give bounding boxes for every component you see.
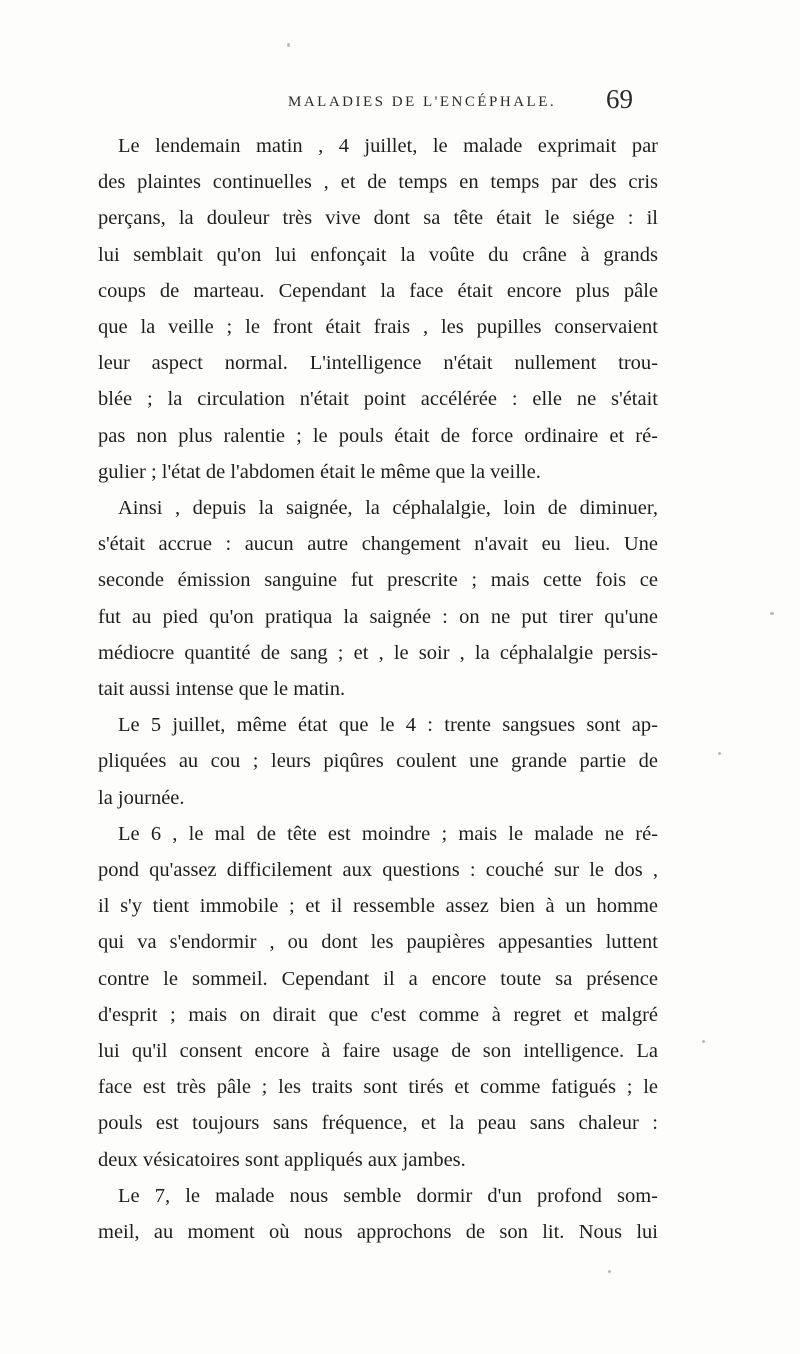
text-line: qui va s'endormir , ou dont les paupières appesanties luttent bbox=[98, 931, 658, 954]
text-line: pond qu'assez difficilement aux questions : couché sur le dos , bbox=[98, 859, 658, 882]
text-line: tait aussi intense que le matin. bbox=[98, 678, 346, 701]
text-line: que la veille ; le front était frais , les pupilles conservaient bbox=[98, 316, 658, 339]
text-line: meil, au moment où nous approchons de son lit. Nous lui bbox=[98, 1221, 658, 1244]
text-line: pas non plus ralentie ; le pouls était de force ordinaire et ré- bbox=[98, 424, 658, 447]
text-line: lui semblait qu'on lui enfonçait la voûte du crâne à grands bbox=[98, 243, 658, 266]
text-line: Le 6 , le mal de tête est moindre ; mais le malade ne ré- bbox=[118, 822, 658, 845]
text-line: s'était accrue : aucun autre changement n'avait eu lieu. Une bbox=[98, 533, 658, 556]
paper-speck bbox=[287, 43, 290, 47]
paper-speck bbox=[702, 1040, 705, 1043]
text-line: Le 7, le malade nous semble dormir d'un profond som- bbox=[118, 1184, 658, 1207]
text-line: lui qu'il consent encore à faire usage de son intelligence. La bbox=[98, 1040, 658, 1063]
text-line: des plaintes continuelles , et de temps en temps par des cris bbox=[98, 171, 658, 194]
text-line: fut au pied qu'on pratiqua la saignée : on ne put tirer qu'une bbox=[98, 605, 658, 628]
text-line: la journée. bbox=[98, 786, 185, 809]
page-header bbox=[0, 84, 800, 124]
text-line: perçans, la douleur très vive dont sa tête était le siége : il bbox=[98, 207, 658, 230]
text-line: seconde émission sanguine fut prescrite ; mais cette fois ce bbox=[98, 569, 658, 592]
text-line: pliquées au cou ; leurs piqûres coulent une grande partie de bbox=[98, 750, 658, 773]
text-line: Le 5 juillet, même état que le 4 : trente sangsues sont ap- bbox=[118, 714, 658, 737]
text-line: pouls est toujours sans fréquence, et la peau sans chaleur : bbox=[98, 1112, 658, 1135]
paper-speck bbox=[608, 1270, 611, 1273]
text-line: deux vésicatoires sont appliqués aux jambes. bbox=[98, 1148, 466, 1171]
text-line: Le lendemain matin , 4 juillet, le malade exprimait par bbox=[118, 135, 658, 157]
body-text bbox=[98, 128, 658, 1250]
text-line: médiocre quantité de sang ; et , le soir , la céphalalgie persis- bbox=[98, 641, 658, 664]
running-head: MALADIES DE L'ENCÉPHALE. bbox=[288, 94, 557, 110]
page-number: 69 bbox=[606, 84, 633, 114]
text-line: face est très pâle ; les traits sont tirés et comme fatigués ; le bbox=[98, 1076, 658, 1099]
text-line: Ainsi , depuis la saignée, la céphalalgie, loin de diminuer, bbox=[118, 497, 658, 520]
text-line: gulier ; l'état de l'abdomen était le même que la veille. bbox=[98, 460, 541, 483]
text-line: blée ; la circulation n'était point accélérée : elle ne s'était bbox=[98, 388, 658, 411]
paper-speck bbox=[718, 752, 721, 755]
text-line: d'esprit ; mais on dirait que c'est comme à regret et malgré bbox=[98, 1003, 658, 1026]
text-line: contre le sommeil. Cependant il a encore toute sa présence bbox=[98, 967, 658, 990]
text-line: coups de marteau. Cependant la face était encore plus pâle bbox=[98, 279, 658, 302]
text-line: il s'y tient immobile ; et il ressemble assez bien à un homme bbox=[98, 895, 658, 918]
text-line: leur aspect normal. L'intelligence n'était nullement trou- bbox=[98, 352, 658, 375]
paper-speck bbox=[770, 612, 774, 615]
